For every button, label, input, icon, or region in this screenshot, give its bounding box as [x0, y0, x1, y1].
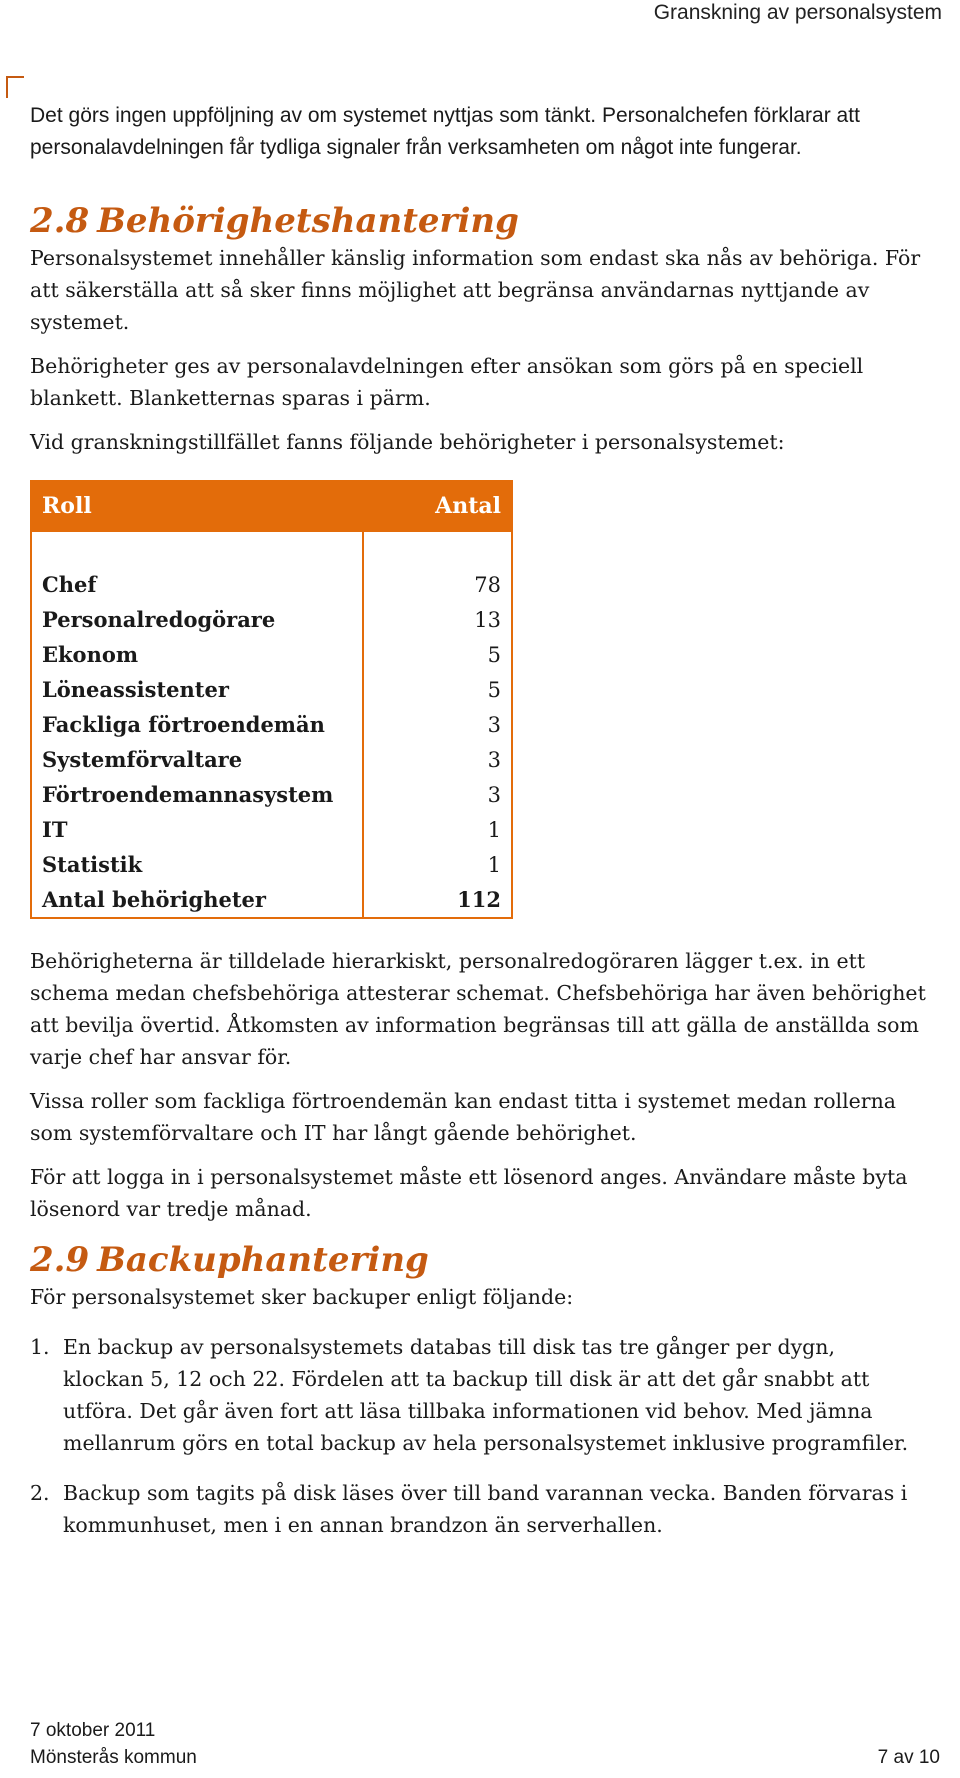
role-cell: Systemförvaltare: [31, 742, 363, 777]
role-cell: Förtroendemannasystem: [31, 777, 363, 812]
footer-date: 7 oktober 2011: [30, 1720, 156, 1741]
section-title: Behörighetshantering: [97, 201, 519, 241]
table-row: [31, 637, 512, 672]
page-content: [30, 100, 950, 1541]
paragraph: För att logga in i personalsystemet måste ett lösenord anges. Användare måste byta lösenord var tredje månad.: [30, 1165, 908, 1221]
count-cell: 3: [363, 742, 512, 777]
list-item: [30, 1477, 920, 1541]
section-number: 2.9: [30, 1240, 90, 1280]
list-marker: 2.: [30, 1481, 50, 1505]
role-cell: Fackliga förtroendemän: [31, 707, 363, 742]
paragraph: Vid granskningstillfället fanns följande behörigheter i personalsystemet:: [30, 430, 785, 454]
table-total-row: [31, 882, 512, 918]
corner-mark-vertical: [6, 76, 8, 98]
count-cell: 5: [363, 637, 512, 672]
role-cell: Chef: [31, 567, 363, 602]
paragraph: Behörigheter ges av personalavdelningen efter ansökan som görs på en speciell blankett. Blanketternas sparas i pärm.: [30, 354, 864, 410]
intro-paragraph: Det görs ingen uppföljning av om systemet nyttjas som tänkt. Personalchefen förklarar att personalavdelningen får tydliga signaler från verksamheten om något inte fungerar.: [30, 104, 860, 159]
corner-mark-horizontal: [6, 76, 24, 78]
count-cell: 1: [363, 812, 512, 847]
table-header-row: [31, 481, 512, 531]
count-cell: 5: [363, 672, 512, 707]
table-spacer: [31, 531, 512, 567]
role-cell: Ekonom: [31, 637, 363, 672]
footer-page-number: 7 av 10: [877, 1747, 940, 1768]
table-row: [31, 672, 512, 707]
table-row: [31, 707, 512, 742]
table-row: [31, 602, 512, 637]
list-item-text: Backup som tagits på disk läses över till band varannan vecka. Banden förvaras i kommunhuset, men i en annan brandzon än serverhallen.: [63, 1481, 908, 1537]
list-item: [30, 1331, 920, 1459]
permissions-table: [30, 480, 513, 919]
table-row: [31, 742, 512, 777]
list-marker: 1.: [30, 1335, 50, 1359]
backup-list: [30, 1331, 920, 1541]
list-item-text: En backup av personalsystemets databas till disk tas tre gånger per dygn, klockan 5, 12 och 22. Fördelen att ta backup till disk är att det går snabbt att utföra. Det går även fort att läsa tillbaka informationen vid behov. Med jämna mellanrum görs en total backup av hela personalsystemet inklusive programfiler.: [63, 1335, 909, 1455]
role-cell: Antal behörigheter: [31, 882, 363, 918]
role-cell: Löneassistenter: [31, 672, 363, 707]
role-cell: Statistik: [31, 847, 363, 882]
section-heading-2-9: [30, 1239, 950, 1281]
count-cell: 3: [363, 777, 512, 812]
count-cell: 112: [363, 882, 512, 918]
section-number: 2.8: [30, 201, 90, 241]
role-cell: Personalredogörare: [31, 602, 363, 637]
column-header-role: Roll: [31, 481, 363, 531]
count-cell: 78: [363, 567, 512, 602]
running-header: Granskning av personalsystem: [653, 1, 942, 24]
count-cell: 1: [363, 847, 512, 882]
section-heading-2-8: [30, 200, 950, 242]
table-row: [31, 812, 512, 847]
table-row: [31, 567, 512, 602]
paragraph: Vissa roller som fackliga förtroendemän kan endast titta i systemet medan rollerna som systemförvaltare och IT har långt gående behörighet.: [30, 1089, 897, 1145]
column-header-count: Antal: [363, 481, 512, 531]
table-row: [31, 847, 512, 882]
table-row: [31, 777, 512, 812]
footer-organization: Mönsterås kommun: [30, 1747, 197, 1768]
paragraph: Behörigheterna är tilldelade hierarkiskt, personalredogöraren lägger t.ex. in ett schema medan chefsbehöriga attesterar schemat. Chefsbehöriga har även behörighet att bevilja övertid. Åtkomsten av information begränsas till att gälla de anställda som varje chef har ansvar för.: [30, 949, 926, 1069]
paragraph: Personalsystemet innehåller känslig information som endast ska nås av behöriga. För att säkerställa att så sker finns möjlighet att begränsa användarnas nyttjande av systemet.: [30, 246, 921, 334]
count-cell: 3: [363, 707, 512, 742]
count-cell: 13: [363, 602, 512, 637]
role-cell: IT: [31, 812, 363, 847]
section-title: Backuphantering: [97, 1240, 429, 1280]
paragraph: För personalsystemet sker backuper enligt följande:: [30, 1285, 574, 1309]
